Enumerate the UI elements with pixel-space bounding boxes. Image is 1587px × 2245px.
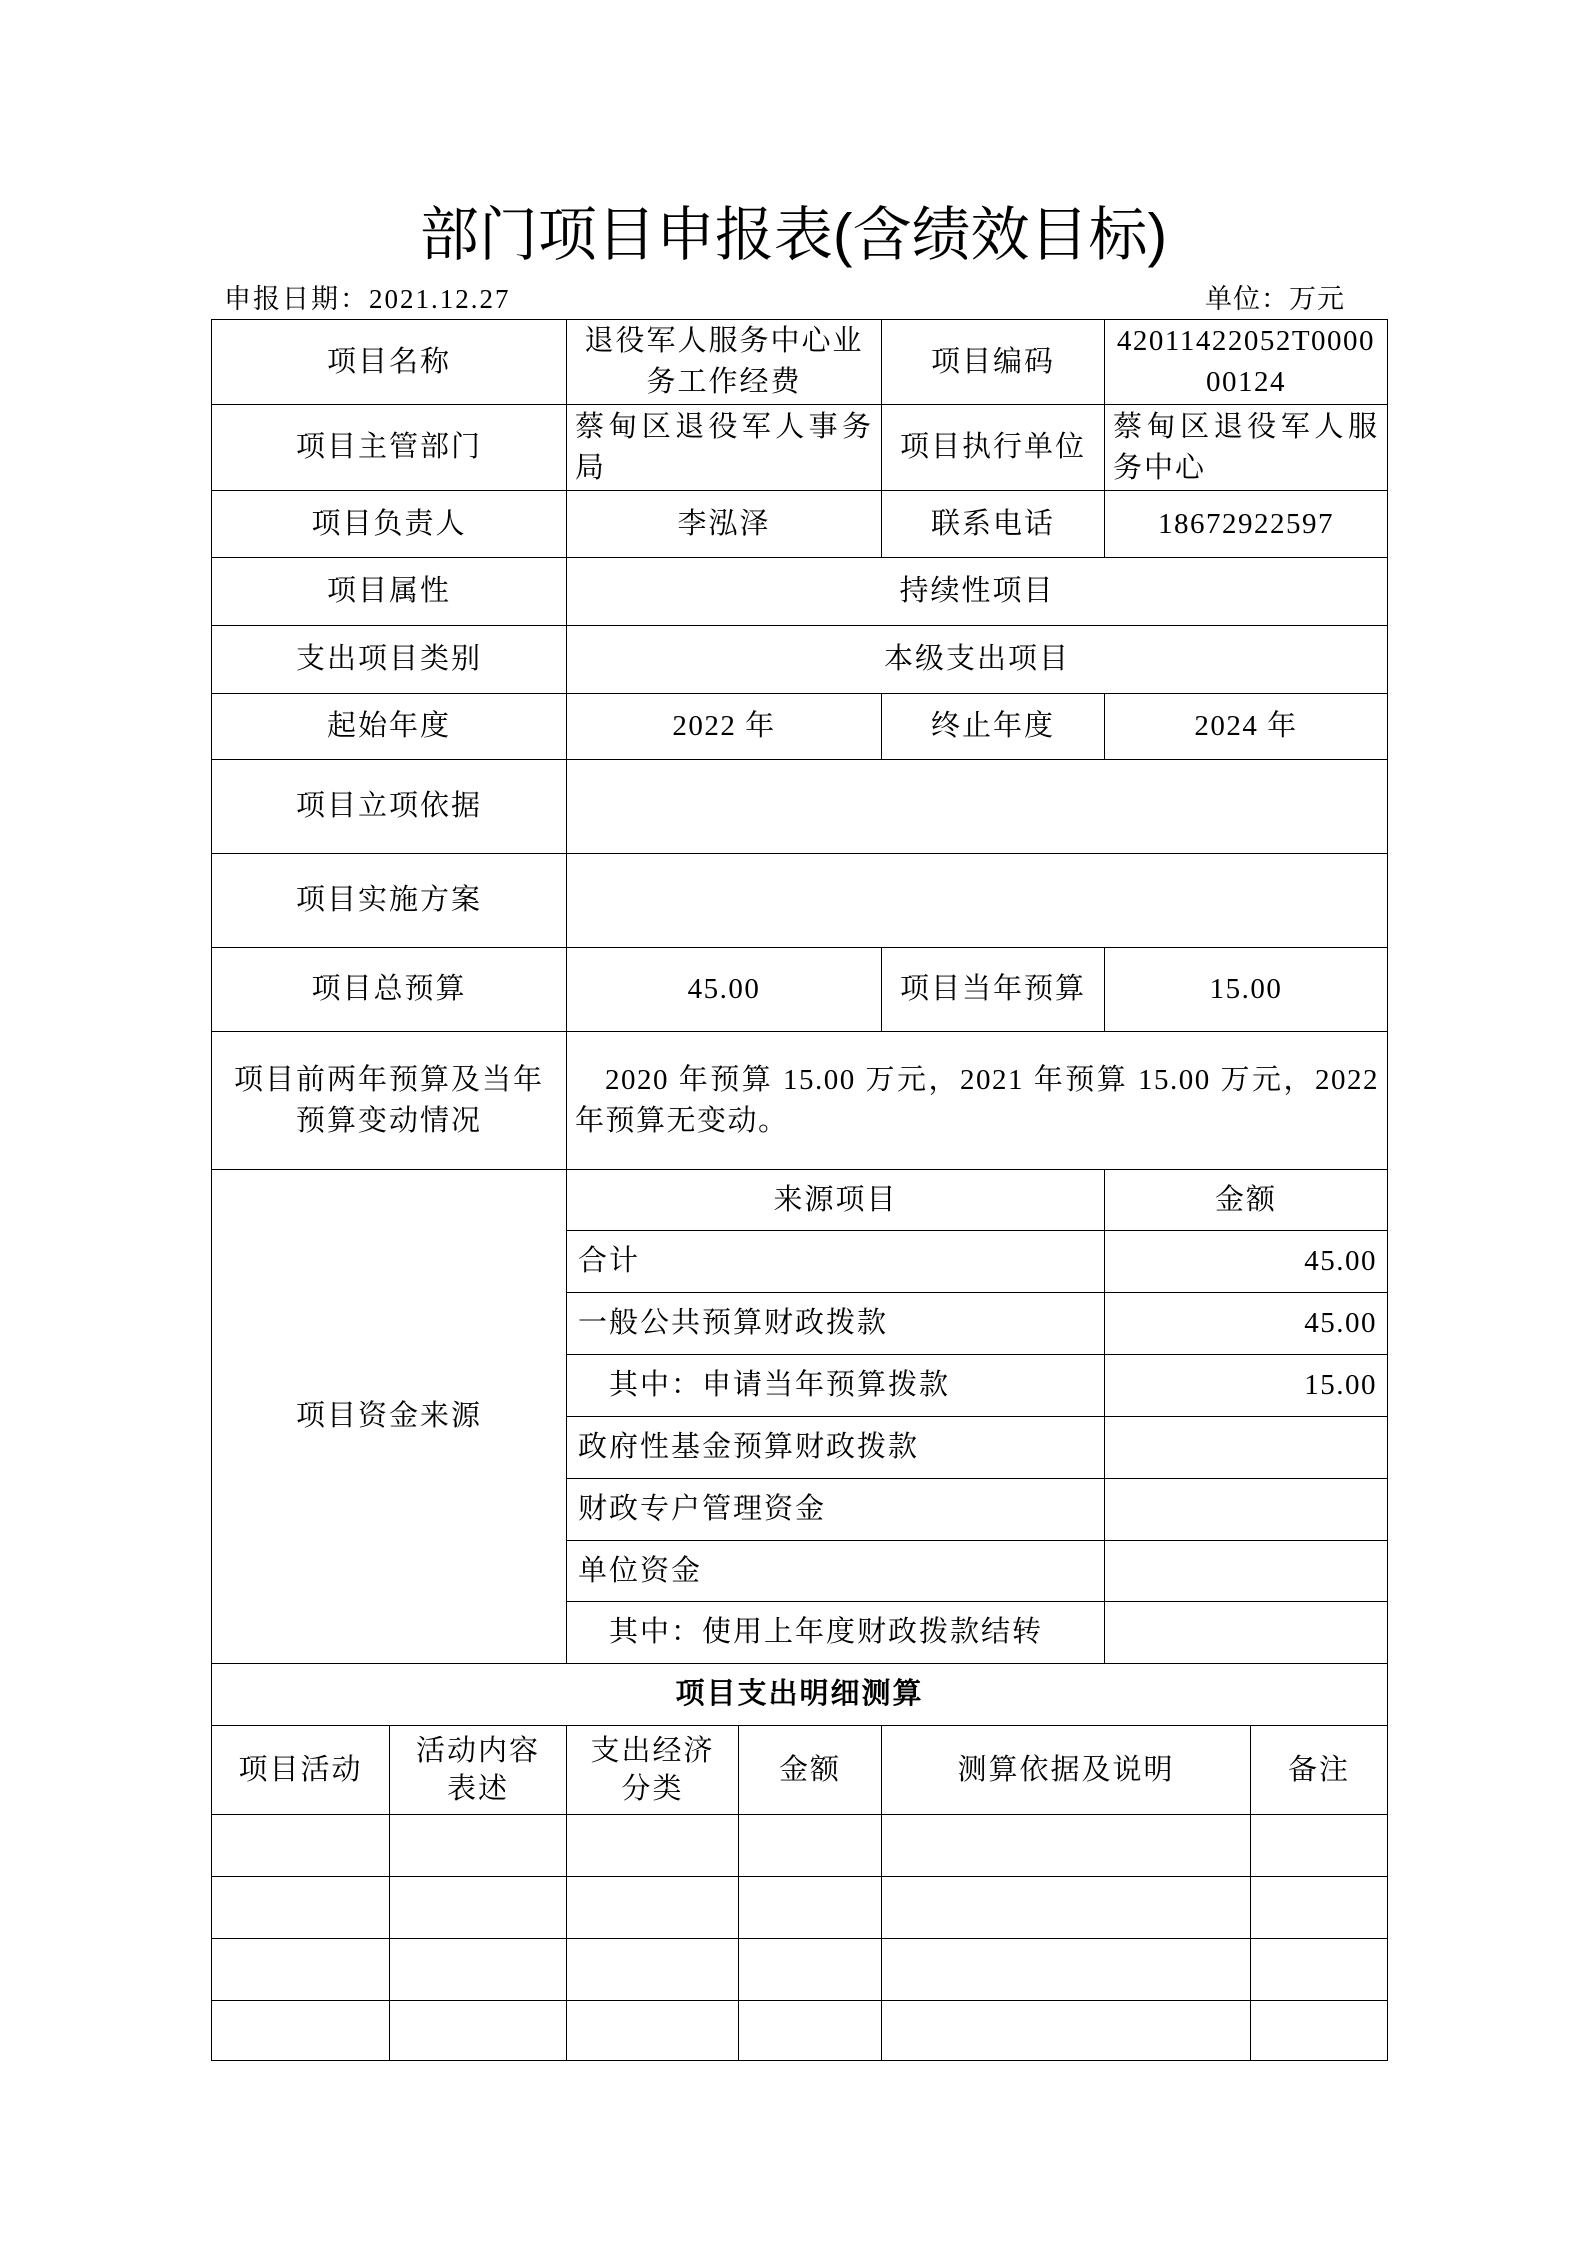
detail-cell: [390, 1815, 567, 1877]
end-year-value: 2024 年: [1105, 694, 1388, 760]
detail-cell: [739, 1877, 882, 1939]
budget-history-value: 2020 年预算 15.00 万元，2021 年预算 15.00 万元，2022 年预算无变动。: [567, 1032, 1388, 1170]
end-year-label: 终止年度: [882, 694, 1105, 760]
unit-label: 单位：万元: [1205, 284, 1345, 314]
detail-cell: [212, 1815, 390, 1877]
executing-unit-label: 项目执行单位: [882, 405, 1105, 491]
detail-cell: [739, 1815, 882, 1877]
funding-row-amount: [1105, 1602, 1388, 1664]
detail-cell: [212, 2001, 390, 2061]
current-year-budget-label: 项目当年预算: [882, 948, 1105, 1032]
project-attribute-label: 项目属性: [212, 558, 567, 626]
implementation-plan-value: [567, 854, 1388, 948]
current-year-budget-value: 15.00: [1105, 948, 1388, 1032]
funding-row-source: 单位资金: [567, 1541, 1105, 1602]
project-leader-label: 项目负责人: [212, 491, 567, 558]
detail-column-header: 支出经济分类: [567, 1726, 739, 1815]
start-year-label: 起始年度: [212, 694, 567, 760]
total-budget-label: 项目总预算: [212, 948, 567, 1032]
supervising-dept-value: 蔡甸区退役军人事务局: [567, 405, 882, 491]
detail-cell: [390, 2001, 567, 2061]
funding-source-header: 来源项目: [567, 1170, 1105, 1231]
funding-row-source: 其中：申请当年预算拨款: [567, 1355, 1105, 1417]
detail-cell: [1251, 1815, 1388, 1877]
detail-cell: [390, 1877, 567, 1939]
funding-row-amount: 45.00: [1105, 1231, 1388, 1293]
detail-cell: [567, 1815, 739, 1877]
project-name-label: 项目名称: [212, 320, 567, 405]
detail-column-header: 测算依据及说明: [882, 1726, 1251, 1815]
funding-row-amount: 15.00: [1105, 1355, 1388, 1417]
detail-cell: [567, 1939, 739, 2001]
project-basis-label: 项目立项依据: [212, 760, 567, 854]
funding-amount-header: 金额: [1105, 1170, 1388, 1231]
funding-row-amount: [1105, 1417, 1388, 1479]
funding-row-source: 一般公共预算财政拨款: [567, 1293, 1105, 1355]
project-attribute-value: 持续性项目: [567, 558, 1388, 626]
project-name-value: 退役军人服务中心业务工作经费: [567, 320, 882, 405]
funding-row-amount: 45.00: [1105, 1293, 1388, 1355]
budget-history-label: 项目前两年预算及当年预算变动情况: [212, 1032, 567, 1170]
detail-cell: [882, 1815, 1251, 1877]
supervising-dept-label: 项目主管部门: [212, 405, 567, 491]
funding-row-source: 合计: [567, 1231, 1105, 1293]
expense-category-label: 支出项目类别: [212, 626, 567, 694]
total-budget-value: 45.00: [567, 948, 882, 1032]
executing-unit-value: 蔡甸区退役军人服务中心: [1105, 405, 1388, 491]
detail-column-header: 金额: [739, 1726, 882, 1815]
detail-cell: [882, 1939, 1251, 2001]
detail-section-title: 项目支出明细测算: [212, 1664, 1388, 1726]
project-leader-value: 李泓泽: [567, 491, 882, 558]
detail-cell: [882, 1877, 1251, 1939]
funding-row-amount: [1105, 1479, 1388, 1541]
detail-cell: [390, 1939, 567, 2001]
detail-column-header: 备注: [1251, 1726, 1388, 1815]
start-year-value: 2022 年: [567, 694, 882, 760]
detail-column-header: 项目活动: [212, 1726, 390, 1815]
detail-cell: [212, 1939, 390, 2001]
project-form-table: [211, 319, 1388, 2061]
funding-row-source: 政府性基金预算财政拨款: [567, 1417, 1105, 1479]
detail-cell: [567, 1877, 739, 1939]
detail-column-header: 活动内容表述: [390, 1726, 567, 1815]
project-code-value: 42011422052T000000124: [1105, 320, 1388, 405]
implementation-plan-label: 项目实施方案: [212, 854, 567, 948]
detail-cell: [567, 2001, 739, 2061]
contact-phone-value: 18672922597: [1105, 491, 1388, 558]
project-basis-value: [567, 760, 1388, 854]
detail-cell: [1251, 1939, 1388, 2001]
detail-cell: [212, 1877, 390, 1939]
funding-row-source: 财政专户管理资金: [567, 1479, 1105, 1541]
detail-cell: [882, 2001, 1251, 2061]
funding-row-source: 其中：使用上年度财政拨款结转: [567, 1602, 1105, 1664]
page-title: 部门项目申报表(含绩效目标): [419, 202, 1168, 268]
detail-cell: [1251, 2001, 1388, 2061]
detail-cell: [739, 2001, 882, 2061]
report-date: 申报日期：2021.12.27: [224, 284, 511, 314]
funding-source-label: 项目资金来源: [212, 1170, 567, 1664]
expense-category-value: 本级支出项目: [567, 626, 1388, 694]
funding-row-amount: [1105, 1541, 1388, 1602]
contact-phone-label: 联系电话: [882, 491, 1105, 558]
detail-cell: [739, 1939, 882, 2001]
detail-cell: [1251, 1877, 1388, 1939]
project-code-label: 项目编码: [882, 320, 1105, 405]
